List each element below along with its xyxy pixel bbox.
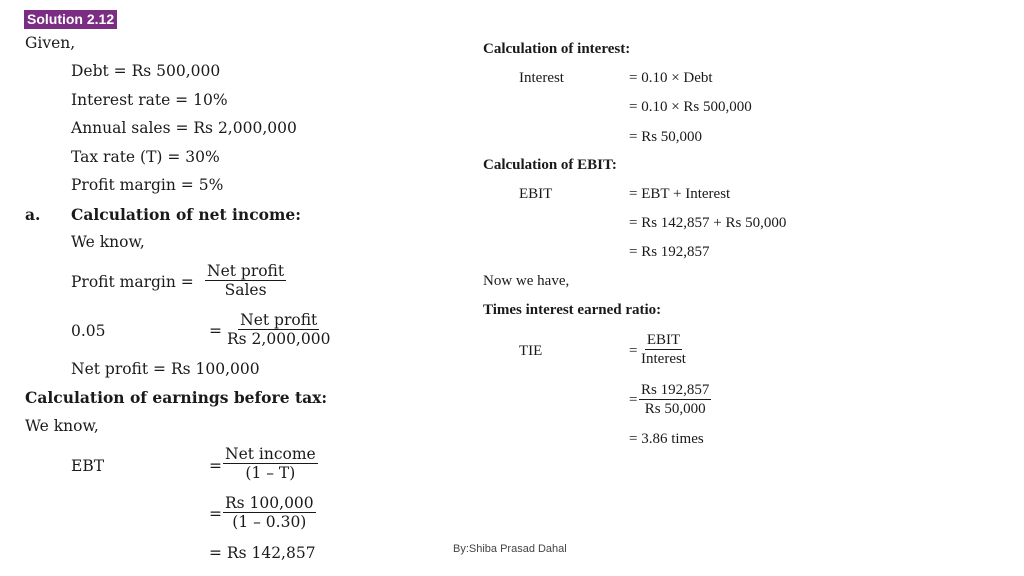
fraction-denominator: Rs 2,000,000: [227, 330, 331, 348]
fraction-numerator: Net income: [225, 445, 316, 463]
tie-label: TIE: [519, 343, 543, 359]
now-we-have-text: Now we have,: [483, 273, 570, 289]
given-label: Given,: [25, 34, 76, 52]
fraction-numerator: Net profit: [240, 311, 318, 329]
interest-heading: Calculation of interest:: [483, 41, 631, 57]
fraction-denominator: (1 – 0.30): [232, 513, 307, 531]
net-income-heading: Calculation of net income:: [71, 205, 301, 224]
ebt-result: = Rs 142,857: [209, 544, 316, 562]
fraction-denominator: Rs 50,000: [644, 401, 706, 417]
tie-result: = 3.86 times: [629, 431, 704, 447]
given-profit-margin: Profit margin = 5%: [71, 176, 224, 194]
ebt-heading: Calculation of earnings before tax:: [25, 388, 328, 407]
interest-step-1: = 0.10 × Debt: [629, 70, 713, 86]
ebt-fraction-2: [223, 494, 316, 531]
given-debt: Debt = Rs 500,000: [71, 62, 221, 80]
given-interest-rate: Interest rate = 10%: [71, 91, 228, 109]
ebit-label: EBIT: [519, 186, 553, 202]
equals-sign: =: [629, 343, 638, 359]
profit-margin-label: Profit margin =: [71, 273, 194, 291]
fraction-numerator: Net profit: [207, 262, 285, 280]
we-know-text: We know,: [71, 233, 145, 251]
fraction-numerator: Rs 192,857: [641, 382, 710, 398]
we-know-text: We know,: [25, 417, 99, 435]
fraction-denominator: (1 – T): [245, 464, 296, 482]
fraction-numerator: Rs 100,000: [225, 494, 314, 512]
fraction-denominator: Sales: [224, 281, 267, 299]
net-profit-fraction: [225, 311, 332, 348]
profit-margin-value: 0.05: [71, 322, 106, 340]
fraction-numerator: EBIT: [646, 332, 681, 348]
equals-sign: =: [209, 457, 222, 475]
equals-sign: =: [209, 322, 222, 340]
equals-sign: =: [209, 505, 222, 523]
ebit-heading: Calculation of EBIT:: [483, 157, 617, 173]
part-a-label: a.: [25, 205, 41, 224]
net-profit-result: Net profit = Rs 100,000: [71, 360, 260, 378]
profit-margin-fraction: [205, 262, 286, 299]
ebt-label: EBT: [71, 457, 105, 475]
interest-result: = Rs 50,000: [629, 129, 703, 145]
interest-step-2: = 0.10 × Rs 500,000: [629, 99, 752, 115]
given-annual-sales: Annual sales = Rs 2,000,000: [71, 119, 297, 137]
solution-title-badge: Solution 2.12: [24, 10, 117, 29]
equals-sign: =: [629, 392, 638, 408]
ebit-result: = Rs 192,857: [629, 244, 710, 260]
tie-fraction-2: [639, 381, 711, 418]
tie-heading: Times interest earned ratio:: [483, 302, 662, 318]
ebt-fraction-1: [223, 445, 318, 482]
ebit-step-2: = Rs 142,857 + Rs 50,000: [629, 215, 787, 231]
ebit-step-1: = EBT + Interest: [629, 186, 731, 202]
fraction-denominator: Interest: [641, 351, 686, 367]
interest-label: Interest: [519, 70, 564, 86]
given-tax-rate: Tax rate (T) = 30%: [71, 148, 220, 166]
author-credit: By:Shiba Prasad Dahal: [453, 543, 567, 555]
tie-fraction-1: [639, 331, 688, 368]
